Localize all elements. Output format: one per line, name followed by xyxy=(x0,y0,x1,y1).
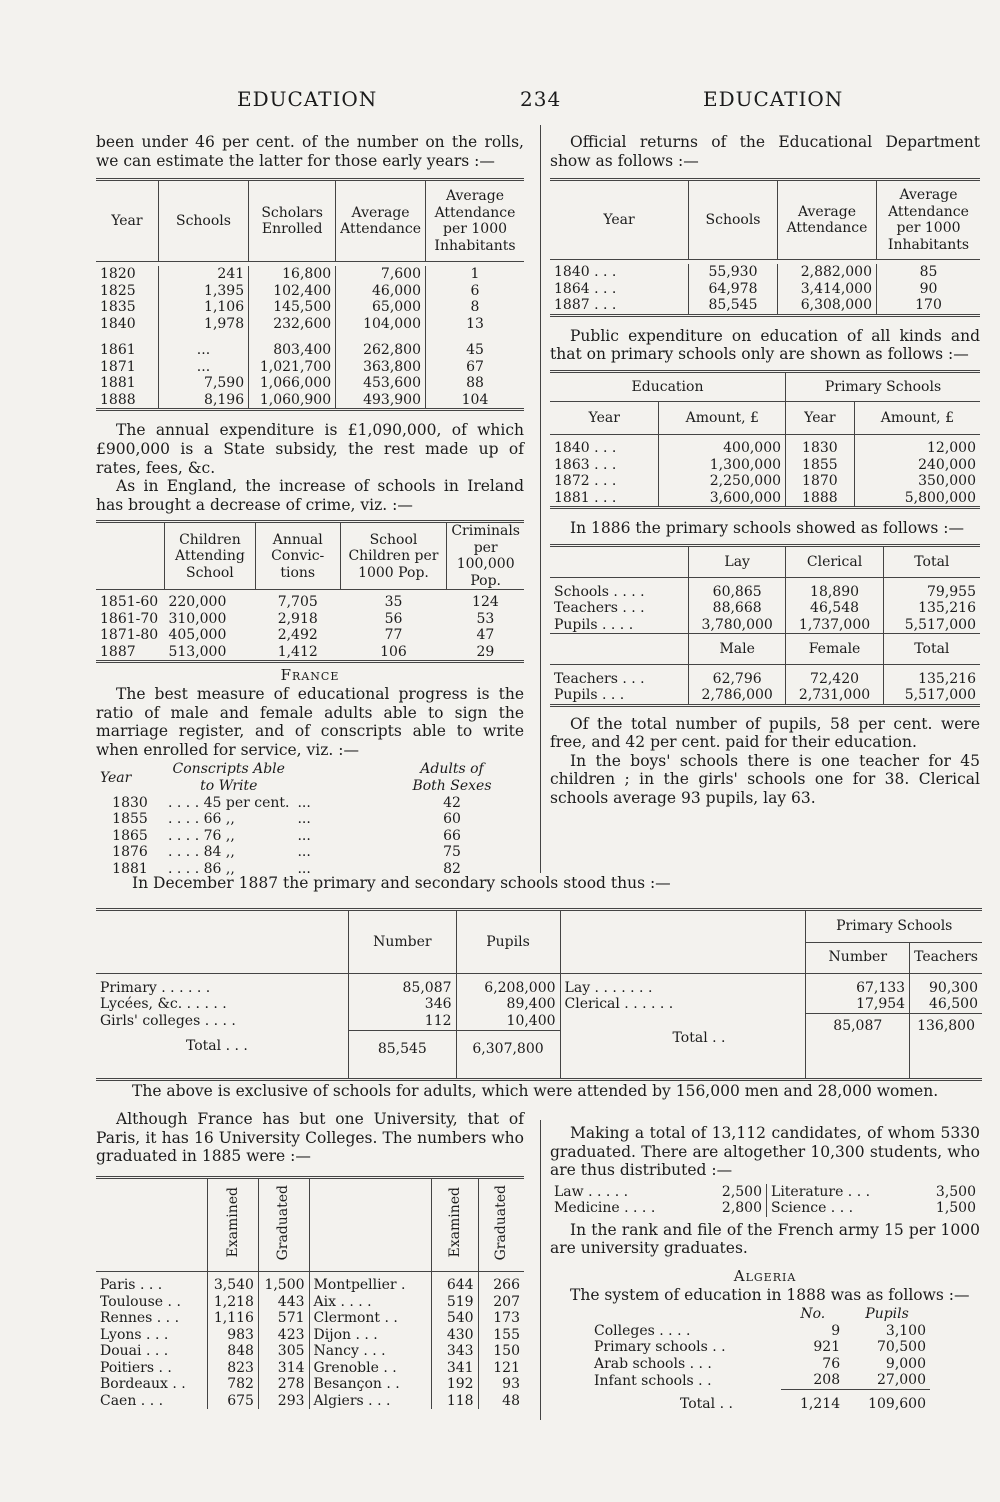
table-row: 1820 241 16,800 7,600 1 xyxy=(96,266,524,283)
column-rule-top xyxy=(540,125,541,873)
page-number: 234 xyxy=(520,87,562,111)
table-row: 1855 . . . . 66 ,, ... 60 xyxy=(112,811,461,828)
col-header-year: Year xyxy=(588,409,620,426)
ireland-schools-table xyxy=(96,178,524,411)
france-heading: France xyxy=(280,666,340,685)
table-row: 1861 ... 803,400 262,800 45 xyxy=(96,342,524,359)
table-row: 1887 513,000 1,412 106 29 xyxy=(96,644,524,662)
col-header-convictions: Annual Convic-tions xyxy=(255,522,340,590)
column-rule-bottom xyxy=(540,1120,541,1420)
primary-total-number: 85,087 xyxy=(806,1013,910,1080)
col-header-pupils: Pupils xyxy=(456,910,560,974)
france-paragraph: The best measure of educational progress is the ratio of male and female adults able to sign the marriage register, and of conscripts able to write when enrolled for service, viz. :— xyxy=(96,685,524,759)
col-header-total: Total xyxy=(883,546,980,578)
table-row: 1825 1,395 102,400 46,000 6 xyxy=(96,283,524,300)
france-literacy-table xyxy=(96,761,506,877)
table-row: Poitiers . . 823 314 Grenoble . . 341 121 xyxy=(96,1360,524,1377)
col-header-total-2: Total xyxy=(883,634,980,665)
crime-paragraph: As in England, the increase of schools in Ireland has brought a decrease of crime, viz. :— xyxy=(96,477,524,514)
army-paragraph: In the rank and file of the French army 15 per 1000 are university graduates. xyxy=(550,1220,980,1258)
adults-paragraph: The above is exclusive of schools for adults, which were attended by 156,000 men and 28,000 women. xyxy=(132,1082,939,1100)
table-row: 1881 . . . 3,600,000 1888 5,800,000 xyxy=(550,490,980,508)
table-row: Teachers . . . 62,796 72,420 135,216 xyxy=(550,671,980,688)
bottom-left-column xyxy=(96,1110,524,1409)
col-header-pupils: Pupils xyxy=(865,1306,909,1323)
official-returns-paragraph: Official returns of the Educational Department show as follows :— xyxy=(550,133,980,170)
col-header-per-1000: Average Attendance per 1000 Inhabitants xyxy=(877,180,981,260)
table-row: Teachers . . . 88,668 46,548 135,216 xyxy=(550,600,980,617)
col-header-attendance: Average Attendance xyxy=(336,180,426,262)
ireland-crime-table xyxy=(96,520,524,663)
table-row: Primary schools . . 921 70,500 xyxy=(594,1339,926,1356)
col-header-criminals: Criminals per 100,000 Pop. xyxy=(447,522,524,590)
table-row: 1830 . . . . 45 per cent. ... 42 xyxy=(112,794,461,811)
primary-total-teachers: 136,800 xyxy=(910,1013,982,1080)
primary-1886-paragraph: In 1886 the primary schools showed as follows :— xyxy=(570,519,965,538)
teachers-ratio-paragraph: In the boys' schools there is one teacher for 45 children ; in the girls' schools one for 38. Clerical schools average 93 pupils, lay 63. xyxy=(550,751,980,808)
table-row: Medicine . . . . 2,800 Science . . . 1,500 xyxy=(554,1200,976,1217)
table-row: Pupils . . . . 3,780,000 1,737,000 5,517,000 xyxy=(550,617,980,634)
table-row: 1840 1,978 232,600 104,000 13 xyxy=(96,316,524,333)
table-row: 1861-70 310,000 2,918 56 53 xyxy=(100,610,495,627)
december-schools-table xyxy=(96,908,982,1081)
running-head-left: EDUCATION xyxy=(237,87,378,111)
table-row: Primary . . . . . . 85,087 6,208,000 Lay . . . . . . . 67,133 90,300 xyxy=(96,980,982,997)
table-row: 1871 ... 1,021,700 363,800 67 xyxy=(96,359,524,376)
table-row: Bordeaux . . 782 278 Besançon . . 192 93 xyxy=(96,1376,524,1393)
table-row-total: Total . . 1,214 109,600 xyxy=(680,1395,926,1412)
algeria-paragraph: The system of education in 1888 was as follows :— xyxy=(570,1285,970,1304)
col-header-no: No. xyxy=(800,1306,826,1323)
col-header-amount: Amount, £ xyxy=(659,401,786,434)
table-row: Paris . . . 3,540 1,500 Montpellier . 644 266 xyxy=(96,1277,524,1294)
table-row: Colleges . . . . 9 3,100 xyxy=(594,1322,926,1339)
graduates-table xyxy=(96,1176,524,1410)
col-header-lay: Lay xyxy=(689,546,786,578)
col-header-per-1000: Average Attendance per 1000 Inhabitants xyxy=(426,180,525,262)
col-header-primary-number: Number xyxy=(806,942,910,974)
table-row-total: Total . . . 85,545 6,307,800 Total . . xyxy=(96,1030,982,1080)
table-row: Girls' colleges . . . . 112 10,400 85,087 136,800 xyxy=(96,1013,982,1030)
algeria-table xyxy=(590,1306,930,1412)
table-row: 1888 8,196 1,060,900 493,900 104 xyxy=(96,392,524,410)
col-header-teachers: Teachers xyxy=(910,942,982,974)
university-paragraph: Although France has but one University, that of Paris, it has 16 University Colleges. The numbers who graduated in 1885 were :— xyxy=(96,1110,524,1166)
col-header-clerical: Clerical xyxy=(786,546,883,578)
group-header-education: Education xyxy=(631,378,704,395)
col-header-schools: Schools xyxy=(689,180,778,260)
table-row: Schools . . . . 60,865 18,890 79,955 xyxy=(550,584,980,601)
col-header-number: Number xyxy=(349,910,456,974)
table-row: 1887 . . . 85,545 6,308,000 170 xyxy=(550,297,980,315)
col-header-scholars: Scholars Enrolled xyxy=(249,180,336,262)
table-row: 1840 . . . 55,930 2,882,000 85 xyxy=(550,264,980,281)
table-row: 1835 1,106 145,500 65,000 8 xyxy=(96,299,524,316)
algeria-heading: Algeria xyxy=(733,1267,797,1285)
official-returns-table xyxy=(550,178,980,317)
table-row: Arab schools . . . 76 9,000 xyxy=(594,1355,926,1372)
table-row: Douai . . . 848 305 Nancy . . . 343 150 xyxy=(96,1343,524,1360)
table-row: 1871-80 405,000 2,492 77 47 xyxy=(100,627,495,644)
table-row: Toulouse . . 1,218 443 Aix . . . . 519 207 xyxy=(96,1294,524,1311)
col-header-year-2: Year xyxy=(786,401,855,434)
public-expenditure-table xyxy=(550,370,980,510)
col-header-examined-2: Examined xyxy=(446,1187,463,1258)
table-row: 1864 . . . 64,978 3,414,000 90 xyxy=(550,281,980,298)
table-row: Caen . . . 675 293 Algiers . . . 118 48 xyxy=(96,1393,524,1410)
col-header-attendance: Average Attendance xyxy=(778,180,877,260)
col-header-graduated: Graduated xyxy=(275,1184,292,1261)
total-candidates-paragraph: Making a total of 13,112 candidates, of whom 5330 graduated. There are altogether 10,300 students, who are thus distributed :— xyxy=(550,1124,980,1180)
col-header-year: Year xyxy=(603,211,635,228)
primary-1886-table xyxy=(550,544,980,707)
col-header-conscripts: Conscripts Able to Write xyxy=(172,761,285,794)
left-column xyxy=(96,133,524,877)
table-row: 1865 . . . . 76 ,, ... 66 xyxy=(112,827,461,844)
table-row: 1881 . . . . 86 ,, ... 82 xyxy=(112,860,461,877)
table-row: Lycées, &c. . . . . . 346 89,400 Clerical . . . . . . 17,954 46,500 xyxy=(96,996,982,1013)
table-row: Pupils . . . 2,786,000 2,731,000 5,517,000 xyxy=(550,687,980,705)
bottom-right-column xyxy=(550,1124,980,1412)
table-row: Infant schools . . 208 27,000 xyxy=(590,1372,930,1389)
primary-schools-heading: Primary Schools xyxy=(806,910,982,943)
table-row: 1851-60 220,000 7,705 35 124 xyxy=(100,594,499,611)
table-row: Lyons . . . 983 423 Dijon . . . 430 155 xyxy=(96,1327,524,1344)
col-header-year: Year xyxy=(111,212,143,229)
col-header-graduated-2: Graduated xyxy=(493,1184,510,1261)
table-row: 1876 . . . . 84 ,, ... 75 xyxy=(112,844,461,861)
col-header-adults: Adults of Both Sexes xyxy=(412,761,492,794)
col-header-children: Children Attending School xyxy=(164,522,255,590)
group-header-primary: Primary Schools xyxy=(786,371,980,401)
col-header-schools: Schools xyxy=(158,180,248,262)
table-row: 1863 . . . 1,300,000 1855 240,000 xyxy=(550,457,980,474)
col-header-male: Male xyxy=(689,634,786,665)
intro-paragraph: been under 46 per cent. of the number on the rolls, we can estimate the latter for those early years :— xyxy=(96,133,524,170)
col-header-school-children: School Children per 1000 Pop. xyxy=(340,522,447,590)
expenditure-paragraph: The annual expenditure is £1,090,000, of which £900,000 is a State subsidy, the rest made up of rates, fees, &c. xyxy=(96,421,524,477)
students-distribution-table xyxy=(550,1184,980,1217)
table-row: Law . . . . . 2,500 Literature . . . 3,500 xyxy=(554,1183,976,1200)
col-header-amount-2: Amount, £ xyxy=(854,401,980,434)
public-expenditure-paragraph: Public expenditure on education of all kinds and that on primary schools only are shown as follows :— xyxy=(550,326,980,364)
free-pupils-paragraph: Of the total number of pupils, 58 per cent. were free, and 42 per cent. paid for their education. xyxy=(550,714,980,752)
col-header-female: Female xyxy=(786,634,883,665)
running-head-right: EDUCATION xyxy=(703,87,844,111)
col-header-year: Year xyxy=(100,769,132,786)
col-header-examined: Examined xyxy=(224,1187,241,1258)
december-paragraph: In December 1887 the primary and secondary schools stood thus :— xyxy=(132,874,671,892)
table-row: 1840 . . . 400,000 1830 12,000 xyxy=(550,440,980,457)
table-row: 1881 7,590 1,066,000 453,600 88 xyxy=(96,375,524,392)
table-row: 1872 . . . 2,250,000 1870 350,000 xyxy=(550,473,980,490)
table-row: Rennes . . . 1,116 571 Clermont . . 540 173 xyxy=(96,1310,524,1327)
right-column xyxy=(550,133,980,808)
